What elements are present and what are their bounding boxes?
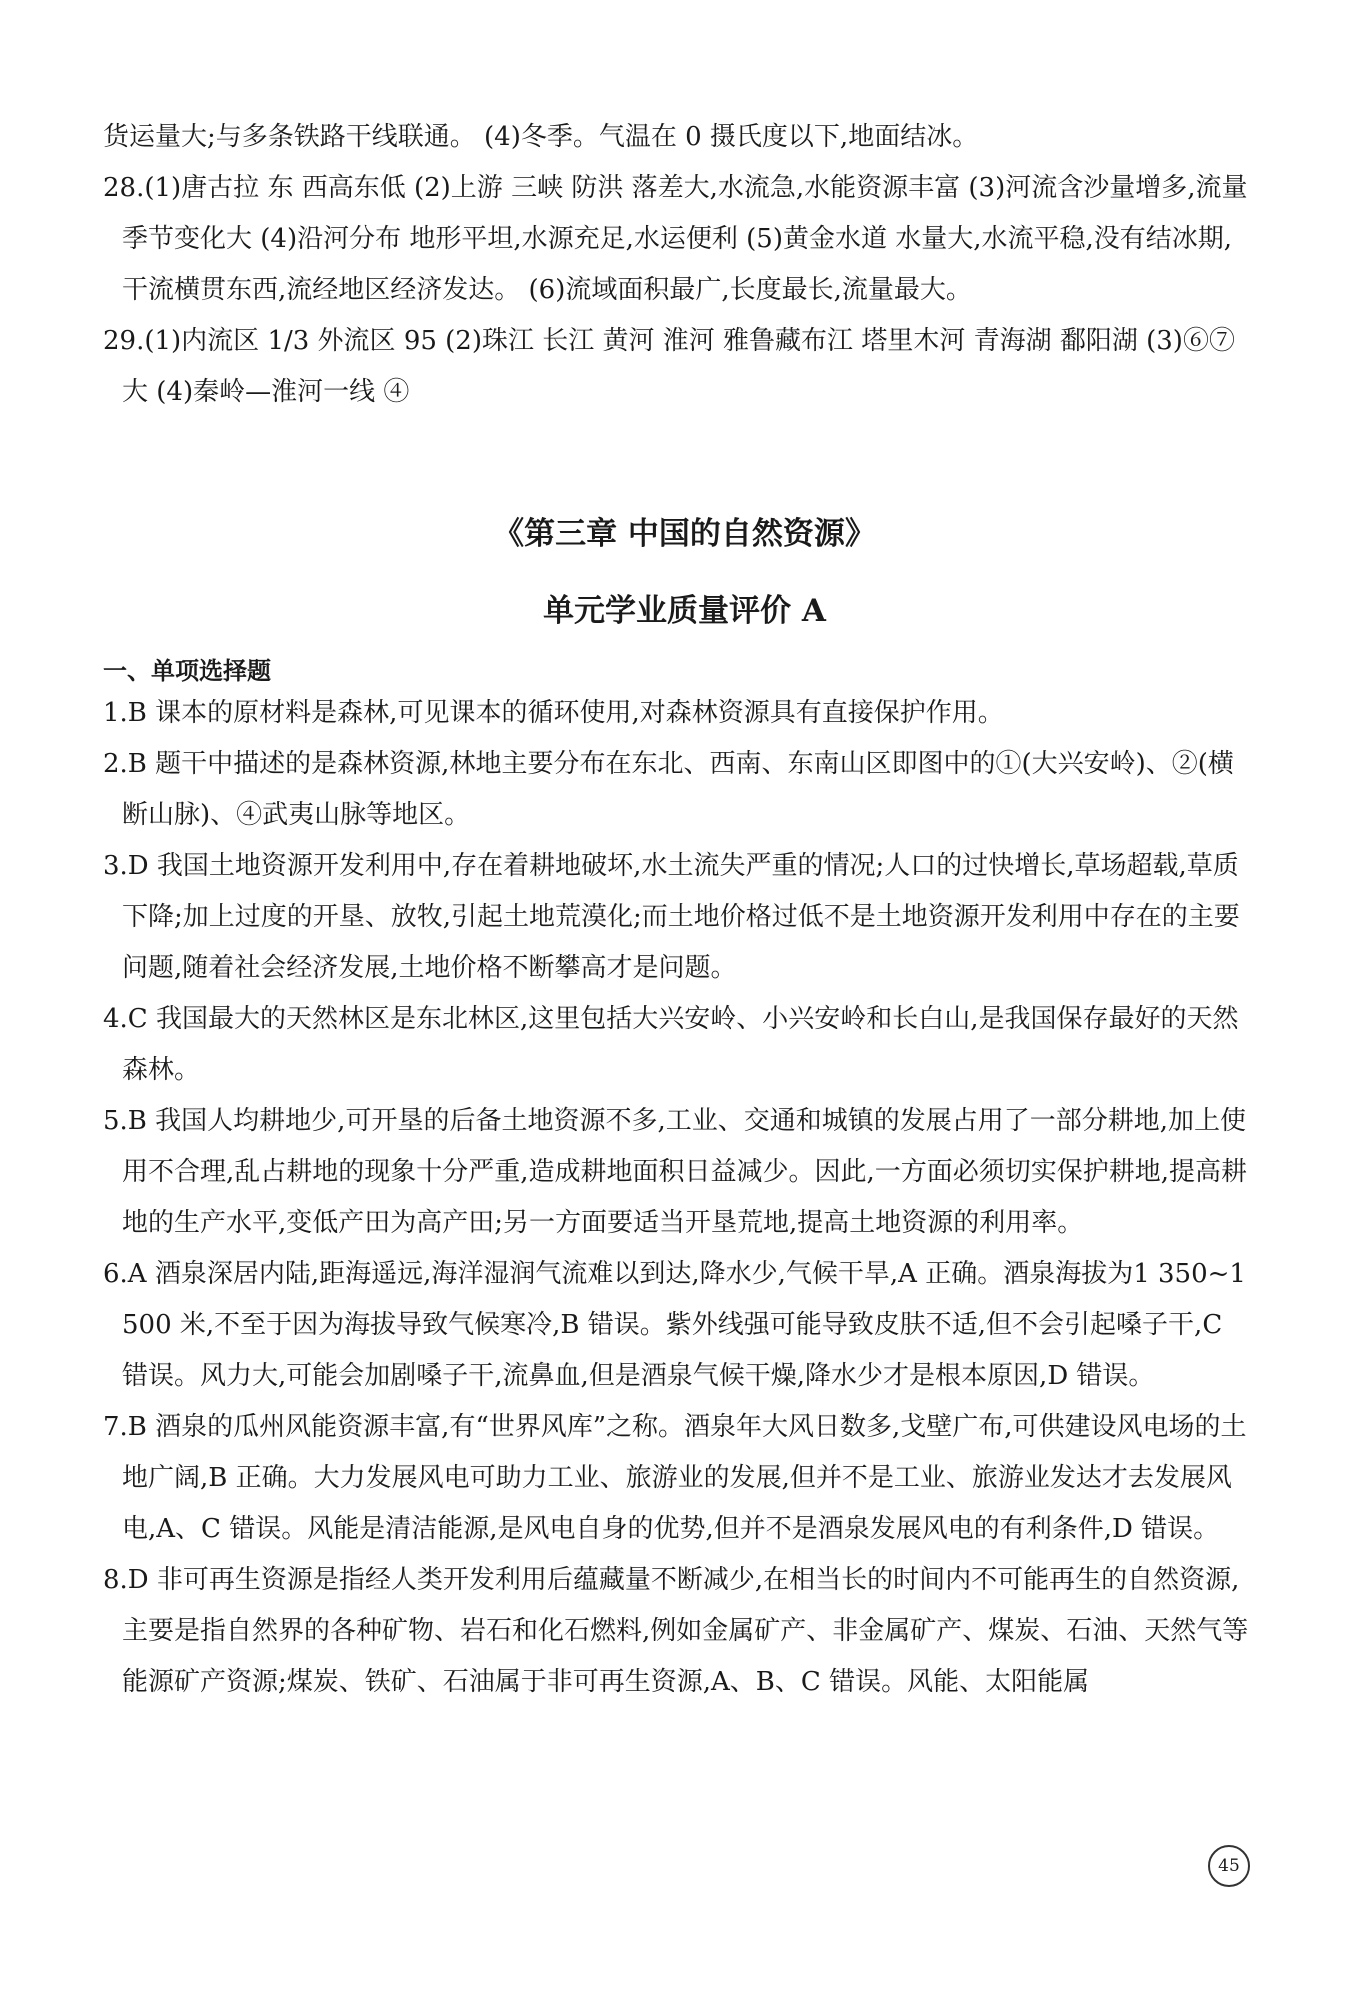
continued-answers: [103, 112, 1253, 418]
answer-list: [103, 688, 1253, 1708]
answer-7: 7.B 酒泉的瓜州风能资源丰富,有“世界风库”之称。酒泉年大风日数多,戈壁广布,可供建设风电场的土地广阔,B 正确。大力发展风电可助力工业、旅游业的发展,但并不是工业、旅游业发达才去发展风电,A、C 错误。风能是清洁能源,是风电自身的优势,但并不是酒泉发展风电的有利条件,D 错误。: [103, 1412, 1247, 1544]
continued-line: 货运量大;与多条铁路干线联通。 (4)冬季。气温在 0 摄氏度以下,地面结冰。: [103, 122, 979, 152]
page-number: 45: [1208, 1845, 1250, 1887]
answer-6: 6.A 酒泉深居内陆,距海遥远,海洋湿润气流难以到达,降水少,气候干旱,A 正确。酒泉海拔为1 350~1 500 米,不至于因为海拔导致气候寒冷,B 错误。紫外线强可能导致皮肤不适,但不会引起嗓子干,C 错误。风力大,可能会加剧嗓子干,流鼻血,但是酒泉气候干燥,降水少才是根本原因,D 错误。: [103, 1259, 1246, 1391]
unit-title: 单元学业质量评价 A: [543, 593, 826, 629]
section-heading: 一、单项选择题: [103, 657, 271, 685]
answer-3: 3.D 我国土地资源开发利用中,存在着耕地破坏,水土流失严重的情况;人口的过快增长,草场超载,草质下降;加上过度的开垦、放牧,引起土地荒漠化;而土地价格过低不是土地资源开发利用中存在的主要问题,随着社会经济发展,土地价格不断攀高才是问题。: [103, 851, 1240, 983]
answer-1: 1.B 课本的原材料是森林,可见课本的循环使用,对森林资源具有直接保护作用。: [103, 698, 1004, 728]
chapter-title: 《第三章 中国的自然资源》: [493, 516, 876, 552]
answer-8: 8.D 非可再生资源是指经人类开发利用后蕴藏量不断减少,在相当长的时间内不可能再生的自然资源,主要是指自然界的各种矿物、岩石和化石燃料,例如金属矿产、非金属矿产、煤炭、石油、天然气等能源矿产资源;煤炭、铁矿、石油属于非可再生资源,A、B、C 错误。风能、太阳能属: [103, 1565, 1249, 1697]
answer-5: 5.B 我国人均耕地少,可开垦的后备土地资源不多,工业、交通和城镇的发展占用了一部分耕地,加上使用不合理,乱占耕地的现象十分严重,造成耕地面积日益减少。因此,一方面必须切实保护耕地,提高耕地的生产水平,变低产田为高产田;另一方面要适当开垦荒地,提高土地资源的利用率。: [103, 1106, 1248, 1238]
answer-28: 28.(1)唐古拉 东 西高东低 (2)上游 三峡 防洪 落差大,水流急,水能资源丰富 (3)河流含沙量增多,流量季节变化大 (4)沿河分布 地形平坦,水源充足,水运便利 (5)黄金水道 水量大,水流平稳,没有结冰期,干流横贯东西,流经地区经济发达。 (6)流域面积最广,长度最长,流量最大。: [103, 173, 1248, 305]
answer-4: 4.C 我国最大的天然林区是东北林区,这里包括大兴安岭、小兴安岭和长白山,是我国保存最好的天然森林。: [103, 1004, 1239, 1085]
answer-29: 29.(1)内流区 1/3 外流区 95 (2)珠江 长江 黄河 淮河 雅鲁藏布江 塔里木河 青海湖 鄱阳湖 (3)⑥⑦ 大 (4)秦岭—淮河一线 ④: [103, 326, 1235, 407]
answer-2: 2.B 题干中描述的是森林资源,林地主要分布在东北、西南、东南山区即图中的①(大兴安岭)、②(横断山脉)、④武夷山脉等地区。: [103, 749, 1234, 830]
